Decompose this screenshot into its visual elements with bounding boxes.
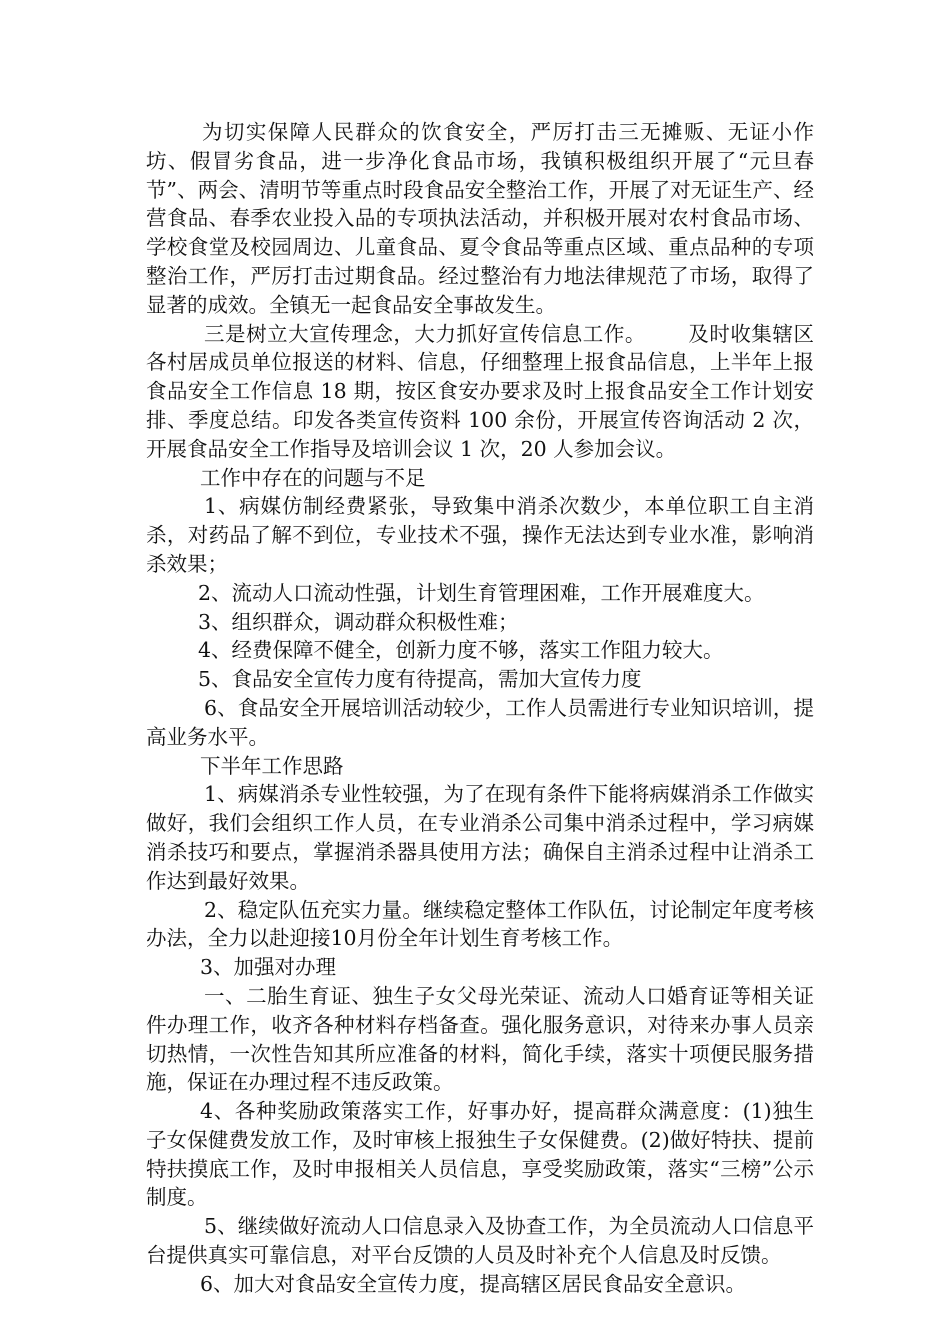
heading-second-half-plan: 下半年工作思路 xyxy=(200,753,344,778)
plan-item-6: 6、加大对食品安全宣传力度，提高辖区居民食品安全意识。 xyxy=(200,1271,747,1296)
plan-item-1: 1、病媒消杀专业性较强，为了在现有条件下能将病媒消杀工作做实做好，我们会组织工作人员，在专业消杀公司集中消杀过程中，学习病媒消杀技巧和要点，掌握消杀器具使用方法；确保自主消杀过程中让消杀工作达到最好效果。 xyxy=(146,782,814,893)
plan-item-3-detail: 一、二胎生育证、独生子女父母光荣证、流动人口婚育证等相关证件办理工作，收齐各种材料存档备查。强化服务意识，对待来办事人员亲切热情，一次性告知其所应准备的材料，简化手续，落实十项便民服务措施，保证在办理过程不违反政策。 xyxy=(146,983,814,1095)
problem-item-4: 4、经费保障不健全，创新力度不够，落实工作阻力较大。 xyxy=(198,638,724,663)
document-body xyxy=(146,118,814,1299)
problem-item-5: 5、食品安全宣传力度有待提高，需加大宣传力度 xyxy=(198,667,642,692)
heading-problems-and-shortcomings: 工作中存在的问题与不足 xyxy=(200,465,426,490)
problem-item-2: 2、流动人口流动性强，计划生育管理困难，工作开展难度大。 xyxy=(198,580,765,605)
paragraph-food-safety-rectification: 为切实保障人民群众的饮食安全，严厉打击三无摊贩、无证小作坊、假冒劣食品，进一步净化食品市场，我镇积极组织开展了“元旦春节”、两会、清明节等重点时段食品安全整治工作，开展了对无证生产、经营食品、春季农业投入品的专项执法活动，并积极开展对农村食品市场、学校食堂及校园周边、儿童食品、夏令食品等重点区域、重点品种的专项整治工作，严厉打击过期食品。经过整治有力地法律规范了市场，取得了显著的成效。全镇无一起食品安全事故发生。 xyxy=(146,120,814,317)
plan-item-4: 4、各种奖励政策落实工作，好事办好，提高群众满意度：(1)独生子女保健费发放工作，及时审核上报独生子女保健费。(2)做好特扶、提前特扶摸底工作，及时申报相关人员信息，享受奖励政策，落实“三榜”公示制度。 xyxy=(146,1099,814,1210)
plan-item-3: 3、加强对办理 xyxy=(200,955,337,980)
plan-item-2: 2、稳定队伍充实力量。继续稳定整体工作队伍，讨论制定年度考核办法，全力以赴迎接10月份全年计划生育考核工作。 xyxy=(146,897,814,951)
paragraph-publicity-information: 三是树立大宣传理念，大力抓好宣传信息工作。 及时收集辖区各村居成员单位报送的材料、信息，仔细整理上报食品信息，上半年上报食品安全工作信息 18 期，按区食安办要求及时上报食品安全工作计划安排、季度总结。印发各类宣传资料 100 余份，开展宣传咨询活动 2 次，开展食品安全工作指导及培训会议 1 次，20 人参加会议。 xyxy=(146,321,814,461)
plan-item-5: 5、继续做好流动人口信息录入及协查工作，为全员流动人口信息平台提供真实可靠信息，对平台反馈的人员及时补充个人信息及时反馈。 xyxy=(146,1214,814,1268)
problem-item-3: 3、组织群众，调动群众积极性难； xyxy=(198,609,519,634)
problem-item-1: 1、病媒仿制经费紧张，导致集中消杀次数少，本单位职工自主消杀，对药品了解不到位，专业技术不强，操作无法达到专业水准，影响消杀效果； xyxy=(146,494,814,576)
problem-item-6: 6、食品安全开展培训活动较少，工作人员需进行专业知识培训，提高业务水平。 xyxy=(146,695,814,749)
